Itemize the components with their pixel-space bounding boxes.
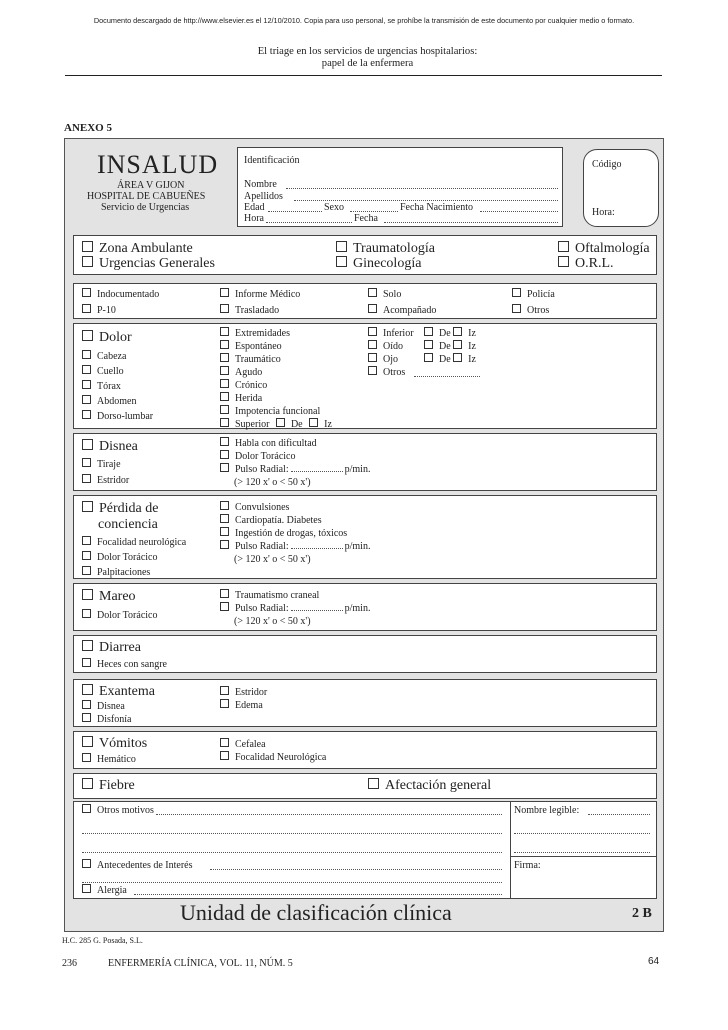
oido-de-label: De (439, 341, 451, 352)
zona-ambulante-checkbox[interactable] (82, 241, 93, 252)
notes-box (73, 801, 657, 899)
header-line-2: papel de la enfermera (321, 58, 414, 69)
herida-label: Herida (235, 393, 263, 404)
zones-box (73, 235, 657, 275)
disnea-box (73, 433, 657, 491)
superior-de-checkbox[interactable] (276, 418, 285, 427)
antecedentes-line[interactable] (210, 869, 502, 870)
tiraje-option[interactable] (82, 458, 121, 471)
mareo-pulso-field[interactable] (291, 610, 343, 611)
perdida-pulso-unit: p/min. (344, 541, 371, 552)
oido-side (424, 340, 476, 353)
orl-checkbox[interactable] (558, 256, 569, 267)
inferior-iz-label: Iz (468, 328, 476, 339)
cabeza-option[interactable] (82, 350, 126, 363)
pulso-checkbox[interactable] (220, 463, 229, 472)
running-header (230, 46, 505, 70)
solo-label: Solo (383, 289, 402, 300)
alergia-line[interactable] (134, 894, 502, 895)
cuello-option[interactable] (82, 365, 124, 378)
pulso-option[interactable] (220, 463, 370, 476)
notes-divider (510, 802, 511, 898)
orl-option[interactable] (558, 256, 614, 272)
estridor-option[interactable] (82, 474, 129, 487)
annex-label: ANEXO 5 (64, 122, 112, 134)
pulso-range: (> 120 x' o < 50 x') (234, 477, 311, 488)
exantema-estridor-label: Estridor (235, 687, 268, 698)
alergia-checkbox[interactable] (82, 884, 91, 893)
traumatico-checkbox[interactable] (220, 353, 229, 362)
cefalea-checkbox[interactable] (220, 738, 229, 747)
perdida-dolor-label: Dolor Torácico (97, 552, 158, 563)
impotencia-checkbox[interactable] (220, 405, 229, 414)
otros-dolor-option[interactable] (368, 366, 405, 379)
diarrea-option[interactable] (82, 640, 141, 656)
exantema-checkbox[interactable] (82, 684, 93, 695)
ingestion-label: Ingestión de drogas, tóxicos (235, 528, 348, 539)
otros-motivos-label: Otros motivos (97, 805, 154, 816)
alergia-option[interactable] (82, 884, 127, 897)
mareo-box (73, 583, 657, 631)
fecha-field[interactable] (384, 222, 558, 223)
diarrea-checkbox[interactable] (82, 640, 93, 651)
solo-option[interactable] (368, 288, 401, 301)
form-code: 2 B (632, 906, 652, 921)
mareo-checkbox[interactable] (82, 589, 93, 600)
diarrea-box (73, 635, 657, 673)
inferior-de-checkbox[interactable] (424, 327, 433, 336)
otros-motivos-line-3[interactable] (82, 852, 502, 853)
focalidad-neuro-checkbox[interactable] (220, 751, 229, 760)
identification-title: Identificación (244, 155, 300, 166)
afectacion-checkbox[interactable] (368, 778, 379, 789)
dolor-box (73, 323, 657, 429)
oido-checkbox[interactable] (368, 340, 377, 349)
perdida-pulso-field[interactable] (291, 548, 343, 549)
ojo-label: Ojo (383, 354, 398, 365)
tiraje-checkbox[interactable] (82, 458, 91, 467)
agudo-label: Agudo (235, 367, 263, 378)
dolor-option[interactable] (82, 330, 132, 346)
superior-option[interactable] (220, 418, 332, 431)
herida-option[interactable] (220, 392, 262, 405)
ginecologia-label: Ginecología (353, 256, 422, 271)
inferior-checkbox[interactable] (368, 327, 377, 336)
exantema-estridor-option[interactable] (220, 686, 267, 699)
dolor-title: Dolor (99, 330, 132, 345)
palpitaciones-label: Palpitaciones (97, 567, 151, 578)
focalidad-neuro-label: Focalidad Neurológica (235, 752, 327, 763)
cronico-checkbox[interactable] (220, 379, 229, 388)
estridor-label: Estridor (97, 475, 130, 486)
impotencia-option[interactable] (220, 405, 320, 418)
informe-medico-option[interactable] (220, 288, 300, 301)
vomitos-option[interactable] (82, 736, 147, 752)
dolor-toracico-option[interactable] (220, 450, 295, 463)
espontaneo-checkbox[interactable] (220, 340, 229, 349)
ojo-de-checkbox[interactable] (424, 353, 433, 362)
impotencia-label: Impotencia funcional (235, 406, 321, 417)
perdida-pulso-checkbox[interactable] (220, 540, 229, 549)
exantema-title: Exantema (99, 684, 155, 699)
firma-label: Firma: (514, 860, 541, 871)
insalud-title: INSALUD (97, 150, 219, 179)
urgencias-generales-option[interactable] (82, 256, 215, 272)
perdida-option[interactable] (82, 501, 158, 517)
perdida-box (73, 495, 657, 579)
traumatico-option[interactable] (220, 353, 281, 366)
fecha-nacimiento-label: Fecha Nacimiento (400, 202, 474, 213)
dolor-checkbox[interactable] (82, 330, 93, 341)
alergia-label: Alergia (97, 885, 127, 896)
fiebre-box (73, 773, 657, 799)
otros-status-checkbox[interactable] (512, 304, 521, 313)
edema-option[interactable] (220, 699, 263, 712)
oftalmologia-checkbox[interactable] (558, 241, 569, 252)
disfonia-label: Disfonía (97, 714, 132, 725)
abdomen-checkbox[interactable] (82, 395, 91, 404)
disnea-option[interactable] (82, 439, 138, 455)
policia-option[interactable] (512, 288, 555, 301)
disnea-title: Disnea (99, 439, 138, 454)
otros-status-option[interactable] (512, 304, 549, 317)
hora-label: Hora (244, 213, 264, 224)
nombre-legible-line-2[interactable] (514, 833, 650, 834)
superior-iz-checkbox[interactable] (309, 418, 318, 427)
antecedentes-label: Antecedentes de Interés (97, 860, 193, 871)
focalidad-checkbox[interactable] (82, 536, 91, 545)
heces-checkbox[interactable] (82, 658, 91, 667)
nombre-field[interactable] (286, 188, 558, 189)
superior-checkbox[interactable] (220, 418, 229, 427)
focalidad-option[interactable] (82, 536, 186, 549)
ojo-option[interactable] (368, 353, 398, 366)
pulso-label: Pulso Radial: (235, 464, 289, 475)
mareo-pulso-unit: p/min. (344, 603, 371, 614)
zona-ambulante-option[interactable] (82, 241, 193, 257)
perdida-pulso-label: Pulso Radial: (235, 541, 289, 552)
exantema-option[interactable] (82, 684, 155, 700)
hematico-label: Hemático (97, 754, 136, 765)
afectacion-label: Afectación general (385, 778, 492, 793)
cefalea-label: Cefalea (235, 739, 266, 750)
superior-iz-label: Iz (324, 419, 332, 430)
trasladado-label: Trasladado (235, 305, 280, 316)
exantema-estridor-checkbox[interactable] (220, 686, 229, 695)
insalud-area: ÁREA V GIJON (117, 180, 185, 191)
heces-option[interactable] (82, 658, 167, 671)
exantema-disnea-checkbox[interactable] (82, 700, 91, 709)
dorso-lumbar-label: Dorso-lumbar (97, 411, 154, 422)
disnea-checkbox[interactable] (82, 439, 93, 450)
urgencias-generales-label: Urgencias Generales (99, 256, 215, 271)
acompanado-label: Acompañado (383, 305, 437, 316)
edema-label: Edema (235, 700, 263, 711)
traumatologia-label: Traumatología (353, 241, 435, 256)
journal-name: ENFERMERÍA CLÍNICA, VOL. 11, NÚM. 5 (108, 958, 293, 969)
dorso-lumbar-checkbox[interactable] (82, 410, 91, 419)
p10-checkbox[interactable] (82, 304, 91, 313)
header-line-1: El triage en los servicios de urgencias hospitalarios: (257, 46, 478, 57)
traumatismo-checkbox[interactable] (220, 589, 229, 598)
acompanado-checkbox[interactable] (368, 304, 377, 313)
edad-label: Edad (244, 202, 265, 213)
ingestion-checkbox[interactable] (220, 527, 229, 536)
unit-title: Unidad de clasificación clínica (180, 900, 452, 925)
ojo-iz-label: Iz (468, 354, 476, 365)
abdomen-option[interactable] (82, 395, 136, 408)
traumatismo-option[interactable] (220, 589, 319, 602)
insalud-service: Servicio de Urgencias (101, 202, 190, 213)
mareo-pulso-option[interactable] (220, 602, 370, 615)
dolor-toracico-checkbox[interactable] (220, 450, 229, 459)
nombre-legible-label: Nombre legible: (514, 805, 580, 816)
mareo-pulso-label: Pulso Radial: (235, 603, 289, 614)
mareo-dolor-label: Dolor Torácico (97, 610, 158, 621)
perdida-checkbox[interactable] (82, 501, 93, 512)
hematico-checkbox[interactable] (82, 753, 91, 762)
oido-option[interactable] (368, 340, 403, 353)
informe-medico-checkbox[interactable] (220, 288, 229, 297)
oftalmologia-label: Oftalmología (575, 241, 650, 256)
otros-motivos-checkbox[interactable] (82, 804, 91, 813)
habla-label: Habla con dificultad (235, 438, 317, 449)
inferior-de-label: De (439, 328, 451, 339)
pulso-field[interactable] (291, 471, 343, 472)
indocumentado-label: Indocumentado (97, 289, 160, 300)
hematico-option[interactable] (82, 753, 136, 766)
cronico-option[interactable] (220, 379, 267, 392)
p10-option[interactable] (82, 304, 116, 317)
abdomen-label: Abdomen (97, 396, 137, 407)
fecha-label: Fecha (354, 213, 378, 224)
estridor-checkbox[interactable] (82, 474, 91, 483)
mareo-dolor-option[interactable] (82, 609, 157, 622)
ginecologia-checkbox[interactable] (336, 256, 347, 267)
perdida-title-2: conciencia (98, 517, 158, 532)
perdida-pulso-range: (> 120 x' o < 50 x') (234, 554, 311, 565)
identification-box (237, 147, 563, 227)
cabeza-checkbox[interactable] (82, 350, 91, 359)
perdida-title-1: Pérdida de (99, 501, 159, 516)
habla-option[interactable] (220, 437, 317, 450)
torax-label: Tórax (97, 381, 121, 392)
page-number-right: 64 (648, 956, 660, 967)
fecha-nacimiento-field[interactable] (480, 211, 558, 212)
codigo-box (583, 149, 659, 227)
afectacion-option[interactable] (368, 778, 491, 794)
orl-label: O.R.L. (575, 256, 614, 271)
extremidades-label: Extremidades (235, 328, 290, 339)
inferior-label: Inferior (383, 328, 414, 339)
focalidad-label: Focalidad neurológica (97, 537, 187, 548)
apellidos-label: Apellidos (244, 191, 283, 202)
perdida-dolor-checkbox[interactable] (82, 551, 91, 560)
policia-label: Policía (527, 289, 555, 300)
cefalea-option[interactable] (220, 738, 266, 751)
habla-checkbox[interactable] (220, 437, 229, 446)
extremidades-option[interactable] (220, 327, 290, 340)
hora-code-label: Hora: (592, 207, 615, 218)
convulsiones-label: Convulsiones (235, 502, 290, 513)
otros-motivos-line-1[interactable] (156, 814, 502, 815)
printer-credit: H.C. 285 G. Posada, S.L. (62, 936, 143, 945)
exantema-disnea-option[interactable] (82, 700, 125, 713)
hora-field[interactable] (266, 222, 352, 223)
sexo-label: Sexo (324, 202, 344, 213)
cardiopatia-label: Cardiopatía. Diabetes (235, 515, 322, 526)
dolor-toracico-label: Dolor Torácico (235, 451, 296, 462)
disfonia-option[interactable] (82, 713, 131, 726)
inferior-option[interactable] (368, 327, 414, 340)
cardiopatia-checkbox[interactable] (220, 514, 229, 523)
ojo-checkbox[interactable] (368, 353, 377, 362)
traumatismo-label: Traumatismo craneal (235, 590, 320, 601)
vomitos-title: Vómitos (99, 736, 148, 751)
trasladado-option[interactable] (220, 304, 279, 317)
torax-option[interactable] (82, 380, 121, 393)
mareo-pulso-range: (> 120 x' o < 50 x') (234, 616, 311, 627)
ginecologia-option[interactable] (336, 256, 421, 272)
mareo-dolor-checkbox[interactable] (82, 609, 91, 618)
download-notice: Documento descargado de http://www.elsevier.es el 12/10/2010. Copia para uso personal, se prohíbe la transmisión de este documento por cualquier medio o formato. (93, 16, 635, 25)
mareo-title: Mareo (99, 589, 136, 604)
superior-de-label: De (290, 419, 303, 430)
fiebre-option[interactable] (82, 778, 135, 794)
nombre-label: Nombre (244, 179, 277, 190)
oftalmologia-option[interactable] (558, 241, 650, 257)
perdida-pulso-option[interactable] (220, 540, 370, 553)
oido-iz-checkbox[interactable] (453, 340, 462, 349)
perdida-dolor-option[interactable] (82, 551, 157, 564)
otros-dolor-checkbox[interactable] (368, 366, 377, 375)
fiebre-title: Fiebre (99, 778, 135, 793)
oido-de-checkbox[interactable] (424, 340, 433, 349)
traumatico-label: Traumático (235, 354, 281, 365)
mareo-option[interactable] (82, 589, 136, 605)
oido-iz-label: Iz (468, 341, 476, 352)
convulsiones-checkbox[interactable] (220, 501, 229, 510)
agudo-checkbox[interactable] (220, 366, 229, 375)
extremidades-checkbox[interactable] (220, 327, 229, 336)
p10-label: P-10 (97, 305, 116, 316)
urgencias-generales-checkbox[interactable] (82, 256, 93, 267)
traumatologia-checkbox[interactable] (336, 241, 347, 252)
palpitaciones-option[interactable] (82, 566, 150, 579)
ojo-side (424, 353, 476, 366)
ojo-de-label: De (439, 354, 451, 365)
otros-dolor-label: Otros (383, 367, 406, 378)
tiraje-label: Tiraje (97, 459, 121, 470)
trasladado-checkbox[interactable] (220, 304, 229, 313)
firma-separator (510, 856, 656, 857)
exantema-box (73, 679, 657, 727)
cuello-label: Cuello (97, 366, 124, 377)
disfonia-checkbox[interactable] (82, 713, 91, 722)
inferior-side (424, 327, 476, 340)
nombre-legible-line-1[interactable] (588, 814, 650, 815)
agudo-option[interactable] (220, 366, 262, 379)
page-number-left: 236 (62, 958, 77, 969)
dorso-lumbar-option[interactable] (82, 410, 153, 423)
cardiopatia-option[interactable] (220, 514, 322, 527)
cabeza-label: Cabeza (97, 351, 127, 362)
antecedentes-checkbox[interactable] (82, 859, 91, 868)
torax-checkbox[interactable] (82, 380, 91, 389)
policia-checkbox[interactable] (512, 288, 521, 297)
header-rule (65, 75, 662, 76)
edad-field[interactable] (268, 211, 322, 212)
otros-motivos-line-2[interactable] (82, 833, 502, 834)
ojo-iz-checkbox[interactable] (453, 353, 462, 362)
otros-motivos-option[interactable] (82, 804, 154, 817)
nombre-legible-line-3[interactable] (514, 852, 650, 853)
vomitos-checkbox[interactable] (82, 736, 93, 747)
heces-label: Heces con sangre (97, 659, 167, 670)
exantema-disnea-label: Disnea (97, 701, 125, 712)
triage-form (64, 138, 664, 932)
otros-dolor-field[interactable] (414, 376, 480, 377)
mareo-pulso-checkbox[interactable] (220, 602, 229, 611)
indocumentado-checkbox[interactable] (82, 288, 91, 297)
pulso-unit: p/min. (344, 464, 371, 475)
convulsiones-option[interactable] (220, 501, 289, 514)
solo-checkbox[interactable] (368, 288, 377, 297)
fiebre-checkbox[interactable] (82, 778, 93, 789)
palpitaciones-checkbox[interactable] (82, 566, 91, 575)
informe-medico-label: Informe Médico (235, 289, 301, 300)
espontaneo-option[interactable] (220, 340, 282, 353)
cuello-checkbox[interactable] (82, 365, 91, 374)
zona-ambulante-label: Zona Ambulante (99, 241, 193, 256)
indocumentado-option[interactable] (82, 288, 159, 301)
otros-status-label: Otros (527, 305, 550, 316)
focalidad-neuro-option[interactable] (220, 751, 326, 764)
antecedentes-line-2[interactable] (82, 882, 502, 883)
edema-checkbox[interactable] (220, 699, 229, 708)
antecedentes-option[interactable] (82, 859, 193, 872)
espontaneo-label: Espontáneo (235, 341, 282, 352)
status-box (73, 283, 657, 319)
herida-checkbox[interactable] (220, 392, 229, 401)
cronico-label: Crónico (235, 380, 268, 391)
codigo-label: Código (592, 159, 622, 170)
diarrea-title: Diarrea (99, 640, 141, 655)
insalud-hospital: HOSPITAL DE CABUEÑES (87, 191, 206, 202)
vomitos-box (73, 731, 657, 769)
superior-label: Superior (235, 419, 270, 430)
ingestion-option[interactable] (220, 527, 347, 540)
inferior-iz-checkbox[interactable] (453, 327, 462, 336)
traumatologia-option[interactable] (336, 241, 435, 257)
acompanado-option[interactable] (368, 304, 436, 317)
oido-label: Oído (383, 341, 403, 352)
